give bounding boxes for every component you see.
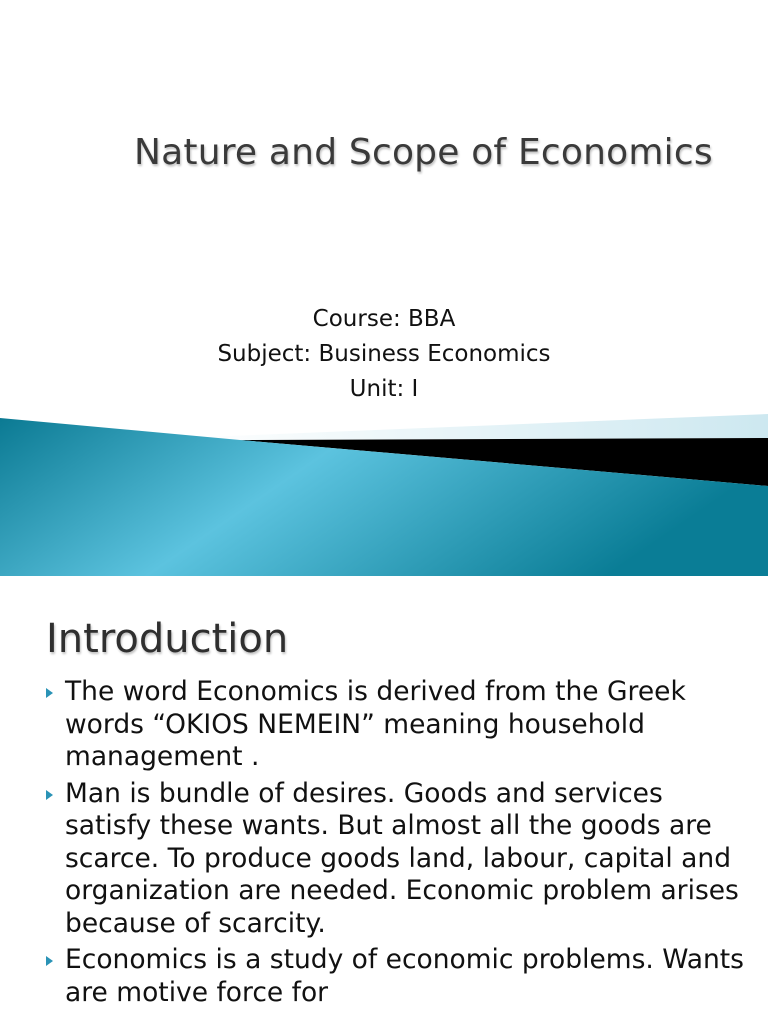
introduction-heading: Introduction [46,616,289,662]
bullet-item [46,676,746,774]
triangle-bullet-icon [46,790,53,800]
course-line: Course: BBA [312,306,456,332]
bullet-text: Man is bundle of desires. Goods and services satisfy these wants. But almost all the goods are scarce. To produce goods land, labour, capital and organization are needed. Economic problem arises because of scarcity. [65,777,739,939]
wave-pale-sliver [180,414,768,440]
bullet-item [46,778,746,941]
bullet-text: The word Economics is derived from the Greek words “OKIOS NEMEIN” meaning household management . [65,676,686,772]
triangle-bullet-icon [46,956,53,966]
decorative-wave-banner [0,410,768,576]
subject-line: Subject: Business Economics [217,341,551,367]
bullet-item [46,944,746,1009]
unit-line: Unit: I [349,376,419,402]
bullet-list [46,676,746,1013]
triangle-bullet-icon [46,688,53,698]
slide-subtitle [0,302,768,407]
slide-title: Nature and Scope of Economics [134,132,713,173]
bullet-text: Economics is a study of economic problems. Wants are motive force for [65,944,744,1008]
